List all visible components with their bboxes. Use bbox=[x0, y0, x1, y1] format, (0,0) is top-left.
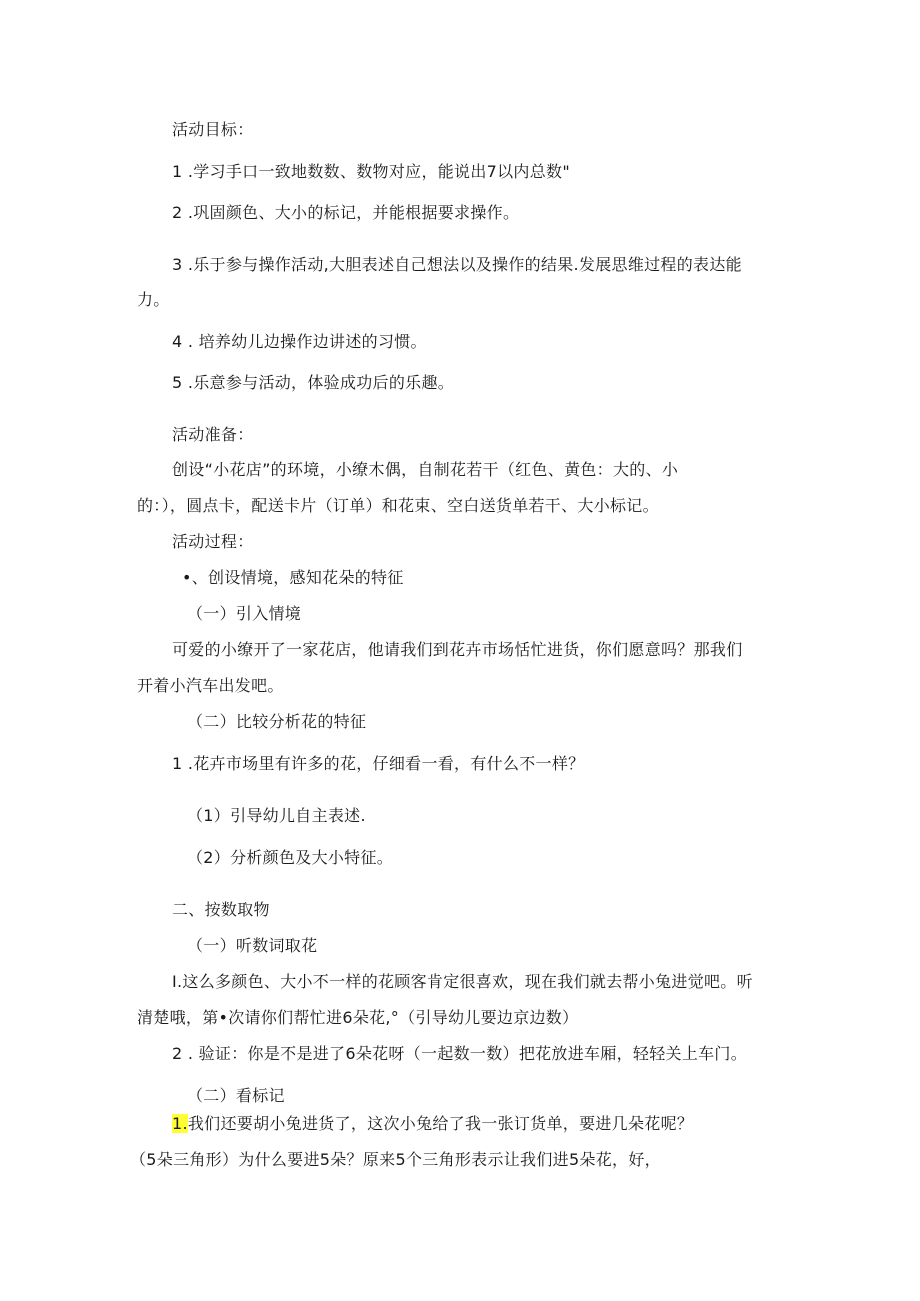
listen-item-2: 2 . 验证：你是不是进了6朵花呀（一起数一数）把花放进车厢，轻轻关上车门。 bbox=[172, 1044, 748, 1063]
compare-subitem-2: （2）分析颜色及大小特征。 bbox=[187, 848, 394, 867]
marks-item-1-continued: （5朵三角形）为什么要进5朵？原来5个三角形表示让我们进5朵花，好， bbox=[130, 1150, 661, 1169]
compare-item-1: 1 .花卉市场里有许多的花，仔细看一看，有什么不一样？ bbox=[172, 754, 585, 773]
process-subheading-listen: （一）听数词取花 bbox=[187, 936, 318, 955]
process-subheading-marks: （二）看标记 bbox=[187, 1086, 285, 1105]
marks-item-1 bbox=[172, 1114, 693, 1134]
section-heading-process: 活动过程： bbox=[172, 532, 254, 551]
preparation-text-continued: 的：），圆点卡，配送卡片（订单）和花束、空白送货单若干、大小标记。 bbox=[137, 496, 659, 515]
listen-item-1: I.这么多颜色、大小不一样的花顾客肯定很喜欢，现在我们就去帮小兔进觉吧。听 bbox=[172, 972, 753, 991]
goal-item-1: 1 .学习手口一致地数数、数物对应，能说出7以内总数" bbox=[172, 162, 570, 181]
goal-item-3: 3 .乐于参与操作活动,大胆表述自己想法以及操作的结果.发展思维过程的表达能 bbox=[172, 255, 742, 274]
intro-paragraph-continued: 开着小汽车出发吧。 bbox=[137, 676, 284, 695]
highlighted-number-marker: 1. bbox=[172, 1114, 188, 1133]
marks-item-1-text: 我们还要胡小兔进货了，这次小兔给了我一张订货单，要进几朵花呢？ bbox=[187, 1114, 694, 1133]
intro-paragraph: 可爱的小缭开了一家花店，他请我们到花卉市场恬忙进货，你们愿意吗？那我们 bbox=[172, 640, 743, 659]
goal-item-3-continued: 力。 bbox=[137, 290, 170, 309]
listen-item-1-continued: 清楚哦，第•次请你们帮忙进6朵花,°（引导幼儿要边京边数） bbox=[137, 1008, 579, 1027]
process-subheading-compare: （二）比较分析花的特征 bbox=[187, 712, 367, 731]
process-part-2-heading: 二、按数取物 bbox=[172, 900, 270, 919]
goal-item-4: 4 . 培养幼儿边操作边讲述的习惯。 bbox=[172, 332, 427, 351]
compare-subitem-1: （1）引导幼儿自主表述. bbox=[187, 806, 366, 825]
section-heading-goals: 活动目标： bbox=[172, 120, 254, 139]
goal-item-5: 5 .乐意参与活动，体验成功后的乐趣。 bbox=[172, 373, 455, 392]
process-part-1-heading: •、创设情境，感知花朵的特征 bbox=[182, 568, 404, 587]
process-subheading-intro: （一）引入情境 bbox=[187, 604, 302, 623]
preparation-text: 创设“小花店”的环境，小缭木偶，自制花若干（红色、黄色：大的、小 bbox=[172, 460, 679, 479]
goal-item-2: 2 .巩固颜色、大小的标记，并能根据要求操作。 bbox=[172, 203, 520, 222]
section-heading-preparation: 活动准备： bbox=[172, 425, 254, 444]
